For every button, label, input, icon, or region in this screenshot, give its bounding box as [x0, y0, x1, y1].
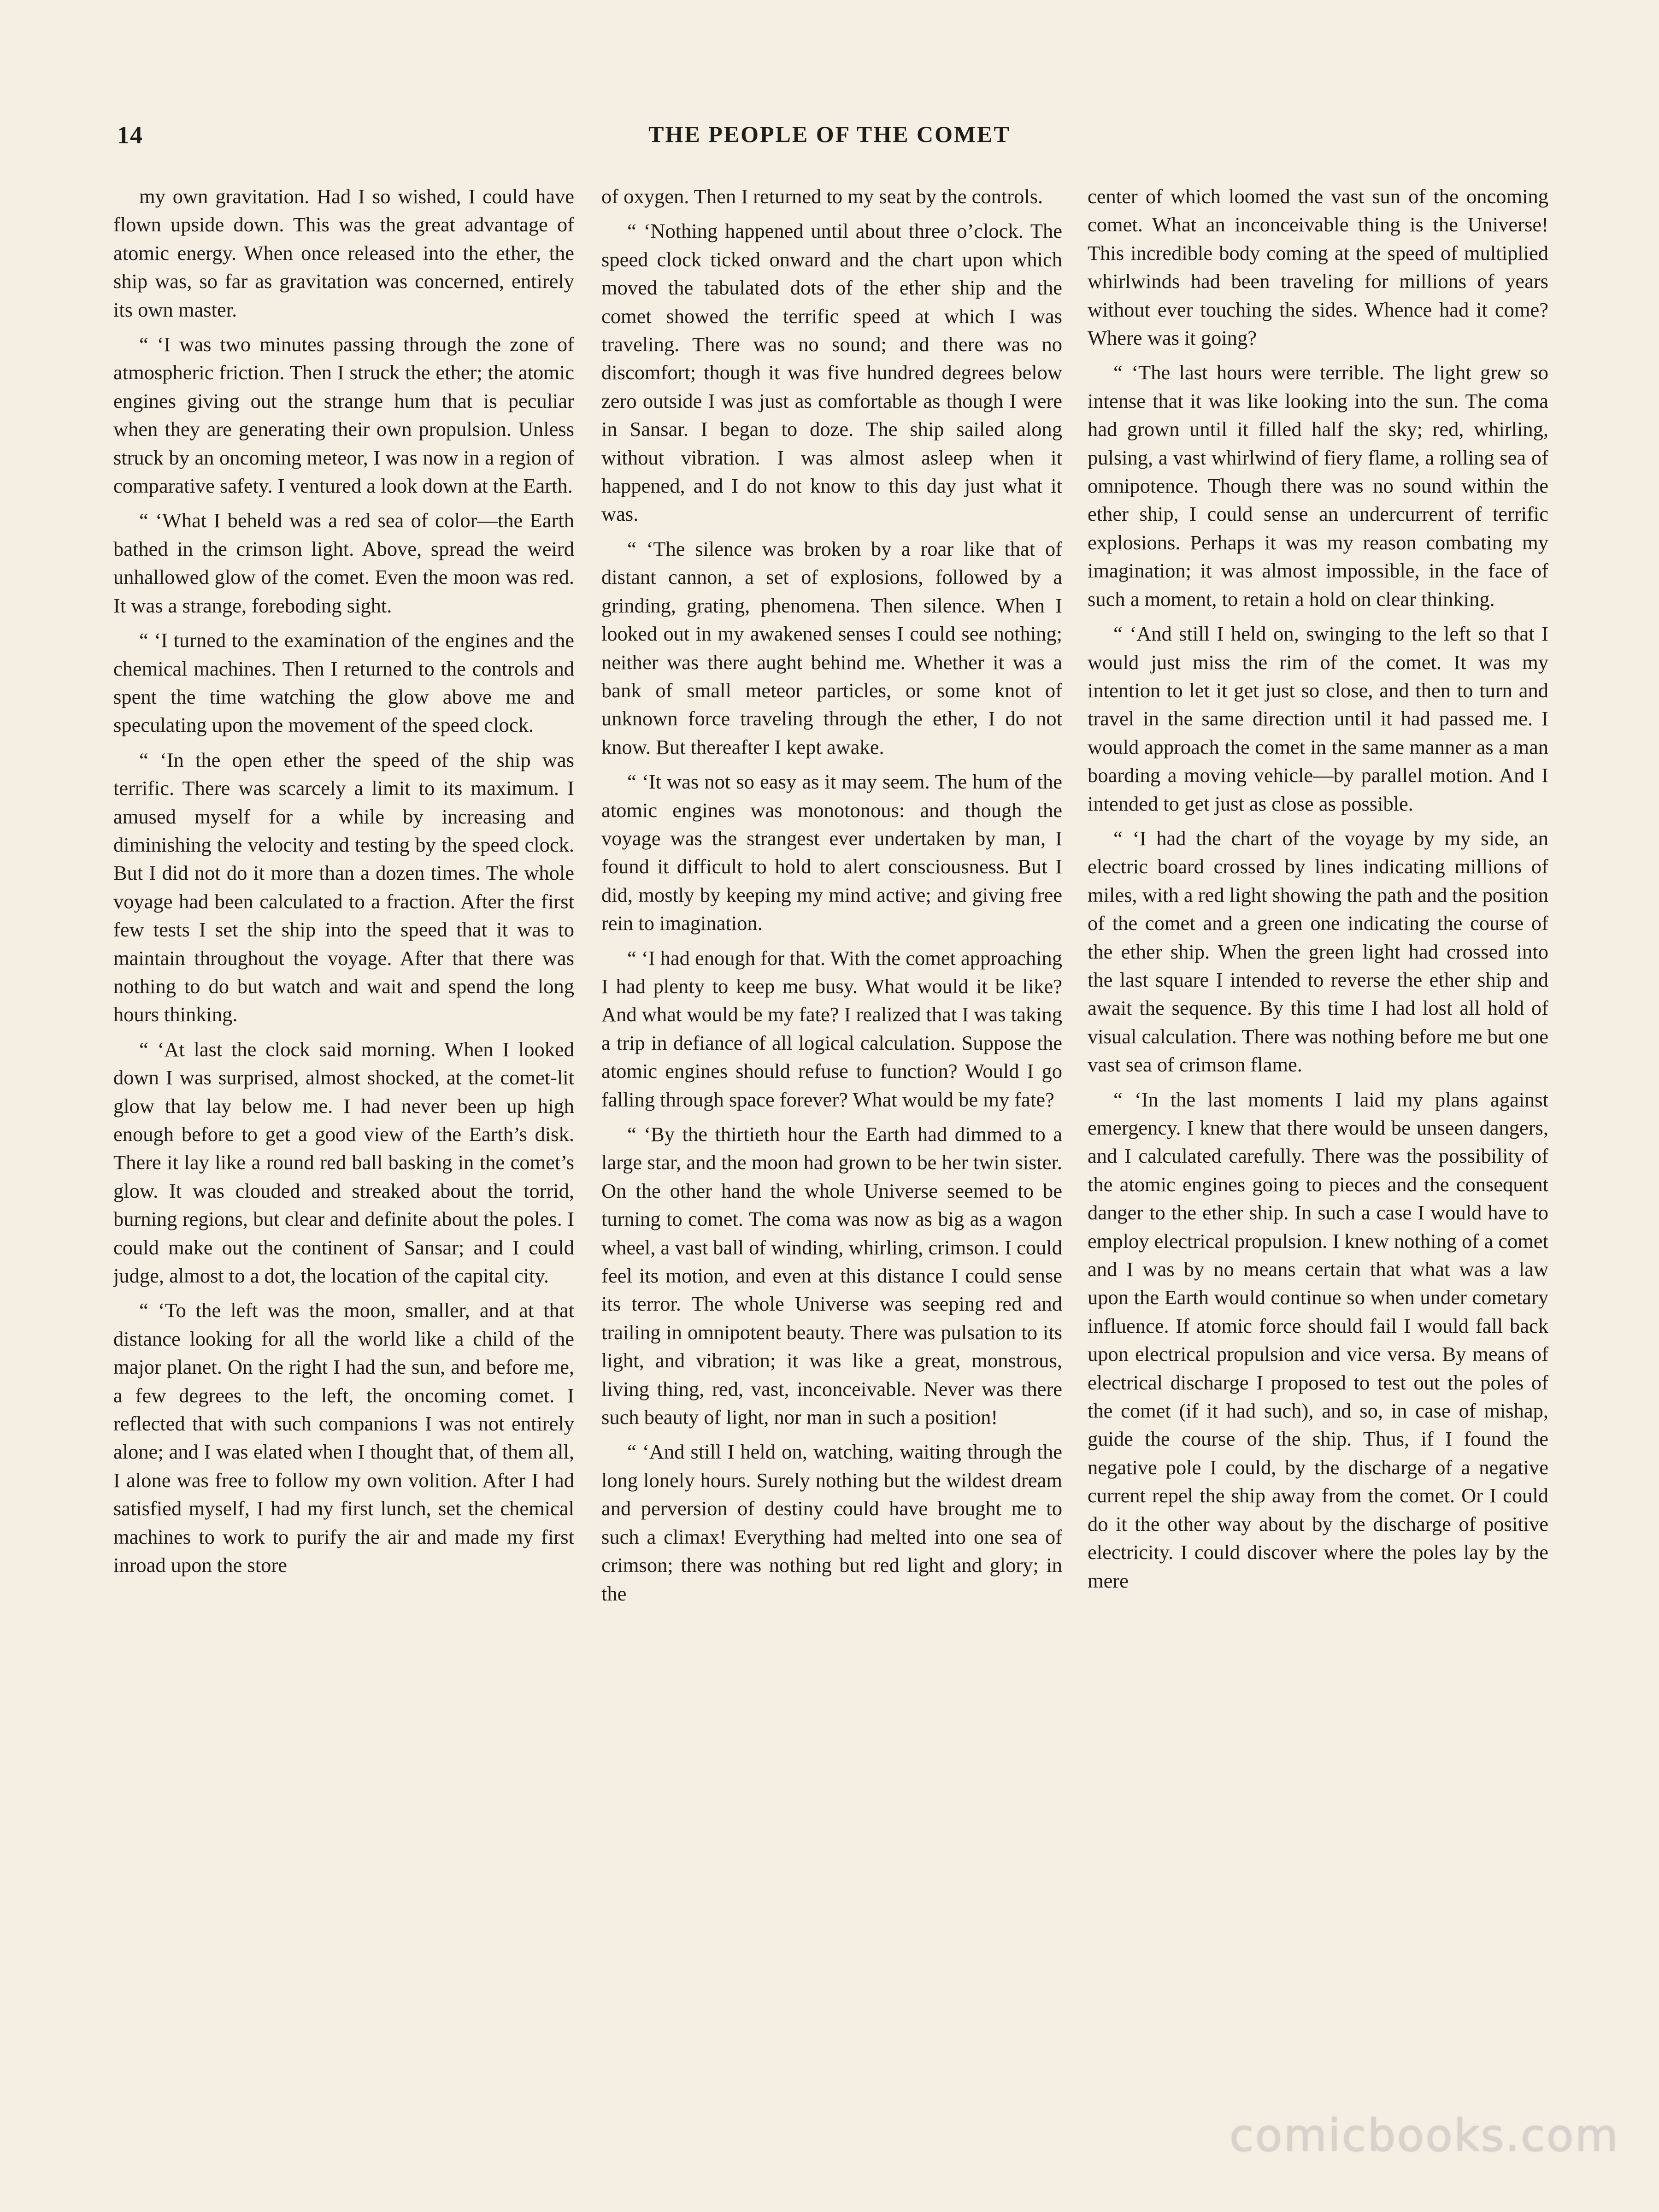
paragraph: “ ‘The silence was broken by a roar like that of distant cannon, a set of explosions, followed by a grinding, grating, phenomena. Then silence. When I looked out in my awakened senses I could see nothing; neither was there aught behind me. Whether it was a bank of small meteor particles, or some knot of unknown force traveling through the ether, I do not know. But thereafter I kept awake. [601, 537, 1062, 759]
paragraph: “ ‘At last the clock said morning. When I looked down I was surprised, almost shocked, at the comet-lit glow that lay below me. I had never been up high enough before to get a good view of the Earth’s disk. There it lay like a round red ball basking in the comet’s glow. It was clouded and streaked about the torrid, burning regions, but clear and definite about the poles. I could make out the continent of Sansar; and I could judge, almost to a dot, the location of the capital city. [113, 1037, 574, 1288]
paragraph: “ ‘Nothing happened until about three o’clock. The speed clock ticked onward and the chart upon which moved the tabulated dots of the ether ship and the comet showed the terrific speed at which I was traveling. There was no sound; and there was no discomfort; though it was five hundred degrees below zero outside I was just as comfortable as though I were in Sansar. I began to doze. The ship sailed along without vibration. I was almost asleep when it happened, and I do not know to this day just what it was. [601, 219, 1062, 526]
paragraph: “ ‘What I beheld was a red sea of color—the Earth bathed in the crimson light. Above, spread the weird unhallowed glow of the comet. Even the moon was red. It was a strange, foreboding sight. [113, 509, 574, 617]
paragraph: “ ‘In the last moments I laid my plans against emergency. I knew that there would be unseen dangers, and I calculated carefully. There was the possibility of the atomic engines going to pieces and the consequent danger to the ether ship. In such a case I would have to employ electrical propulsion. I knew nothing of a comet and I was by no means certain that what was a law upon the Earth would continue so when under cometary influence. If atomic force should fail I would fall back upon electrical propulsion and vice versa. By means of electrical discharge I proposed to test out the poles of the comet (if it had such), and so, in case of mishap, guide the course of the ship. Thus, if I found the negative pole I could, by the discharge of a negative current repel the ship away from the comet. Or I could do it the other way about by the discharge of positive electricity. I could discover where the poles lay by the mere [1088, 1088, 1548, 1592]
paragraph: “ ‘The last hours were terrible. The light grew so intense that it was like looking into the sun. The coma had grown until it filled half the sky; red, whirling, pulsing, a vast whirlwind of fiery flame, a rolling sea of omnipotence. Though there was no sound within the ether ship, I could sense an undercurrent of terrific explosions. Perhaps it was my reason combating my imagination; it was almost impossible, in the face of such a moment, to retain a hold on clear thinking. [1088, 361, 1548, 611]
watermark: comicbooks.com [1229, 2110, 1619, 2161]
paragraph: “ ‘I was two minutes passing through the zone of atmospheric friction. Then I struck the ether; the atomic engines giving out the strange hum that is peculiar when they are generating their own propulsion. Unless struck by an oncoming meteor, I was now in a region of comparative safety. I ventured a look down at the Earth. [113, 333, 574, 498]
paragraph: center of which loomed the vast sun of the oncoming comet. What an inconceivable thing is the Universe! This incredible body coming at the speed of multiplied whirlwinds had been traveling for millions of years without ever touching the sides. Whence had it come? Where was it going? [1088, 185, 1548, 350]
paragraph: “ ‘I had enough for that. With the comet approaching I had plenty to keep me busy. What would it be like? And what would be my fate? I realized that I was taking a trip in defiance of all logical calculation. Suppose the atomic engines should refuse to function? Would I go falling through space forever? What would be my fate? [601, 946, 1062, 1111]
paragraph: “ ‘It was not so easy as it may seem. The hum of the atomic engines was monotonous: and though the voyage was the strangest ever undertaken by man, I found it difficult to hold to alert consciousness. But I did, mostly by keeping my mind active; and giving free rein to imagination. [601, 770, 1062, 935]
page-number: 14 [117, 121, 143, 149]
paragraph: “ ‘I turned to the examination of the engines and the chemical machines. Then I returned to the controls and spent the time watching the glow above me and speculating upon the movement of the speed clock. [113, 629, 574, 737]
text-column-2 [601, 182, 1062, 2081]
text-column-1 [113, 182, 574, 2081]
paragraph: my own gravitation. Had I so wished, I could have flown upside down. This was the great advantage of atomic energy. When once released into the ether, the ship was, so far as gravitation was concerned, entirely its own master. [113, 185, 574, 321]
running-title: THE PEOPLE OF THE COMET [648, 121, 1011, 147]
paragraph: “ ‘And still I held on, swinging to the left so that I would just miss the rim of the comet. It was my intention to let it get just so close, and then to turn and travel in the same direction until it had passed me. I would approach the comet in the same manner as a man boarding a moving vehicle—by parallel motion. And I intended to get just as close as possible. [1088, 622, 1548, 815]
paragraph: “ ‘By the thirtieth hour the Earth had dimmed to a large star, and the moon had grown to be her twin sister. On the other hand the whole Universe seemed to be turning to comet. The coma was now as big as a wagon wheel, a vast ball of winding, whirling, crimson. I could feel its motion, and even at this distance I could sense its terror. The whole Universe was seeping red and trailing in omnipotent beauty. There was pulsation to its light, and vibration; it was like a great, monstrous, living thing, red, vast, inconceivable. Never was there such beauty of light, nor man in such a position! [601, 1123, 1062, 1429]
paragraph: “ ‘And still I held on, watching, waiting through the long lonely hours. Surely nothing but the wildest dream and perversion of destiny could have brought me to such a climax! Everything had melted into one sea of crimson; there was nothing but red light and glory; in the [601, 1440, 1062, 1605]
text-column-3 [1088, 182, 1548, 2081]
paragraph: “ ‘I had the chart of the voyage by my side, an electric board crossed by lines indicating millions of miles, with a red light showing the path and the position of the comet and a green one indicating the course of the ether ship. When the green light had crossed into the last square I intended to reverse the ether ship and await the sequence. By this time I had lost all hold of visual calculation. There was nothing before me but one vast sea of crimson flame. [1088, 826, 1548, 1077]
paragraph: “ ‘To the left was the moon, smaller, and at that distance looking for all the world like a child of the major planet. On the right I had the sun, and before me, a few degrees to the left, the oncoming comet. I reflected that with such companions I was not entirely alone; and I was elated when I thought that, of them all, I alone was free to follow my own volition. After I had satisfied myself, I had my first lunch, set the chemical machines to work to purify the air and made my first inroad upon the store [113, 1299, 574, 1577]
paragraph: of oxygen. Then I returned to my seat by the controls. [601, 185, 1043, 208]
paragraph: “ ‘In the open ether the speed of the ship was terrific. There was scarcely a limit to its maximum. I amused myself for a while by increasing and diminishing the velocity and testing by the speed clock. But I did not do it more than a dozen times. The whole voyage had been calculated to a fraction. After the first few tests I set the ship into the speed that it was to maintain throughout the voyage. After that there was nothing to do but watch and wait and spend the long hours thinking. [113, 748, 574, 1026]
